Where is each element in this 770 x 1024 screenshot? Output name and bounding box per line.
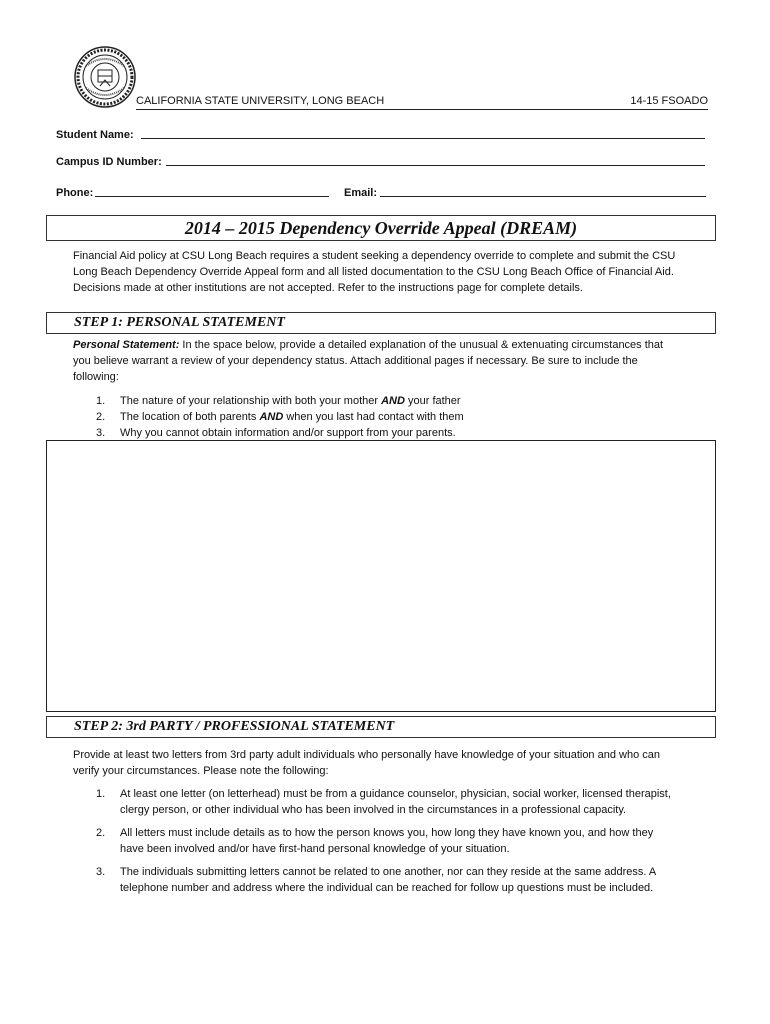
list-number: 1. [96, 395, 106, 407]
student-name-label: Student Name: [56, 129, 134, 141]
step1-lead-line: following: [73, 371, 119, 383]
university-name: CALIFORNIA STATE UNIVERSITY, LONG BEACH [136, 95, 385, 107]
list-item: 3. The individuals submitting letters cannot be related to one another, nor can they reside at the same address. A telephone number and address where the individual can be reached for follow up questions must be included. [96, 866, 657, 894]
email-label: Email: [344, 187, 378, 199]
step1-list [96, 393, 696, 441]
list-item: 1. At least one letter (on letterhead) must be from a guidance counselor, physician, social worker, licensed therapist, clergy person, or other individual who has been involved in the circumstances in a professional capacity. [96, 788, 671, 816]
list-item: 3. Why you cannot obtain information and/or support from your parents. [96, 427, 456, 439]
step1-instructions [73, 337, 713, 385]
list-number: 3. [96, 866, 106, 878]
list-item: 1. The nature of your relationship with both your mother AND your father [96, 395, 461, 407]
form-code: 14-15 FSOADO [630, 95, 708, 107]
step1-lead-line: Personal Statement: In the space below, provide a detailed explanation of the unusual & extenuating circumstances that [73, 339, 664, 351]
step2-instructions [73, 747, 713, 779]
university-seal-logo [74, 46, 136, 108]
step2-list [96, 786, 716, 896]
list-number: 2. [96, 827, 106, 839]
list-number: 3. [96, 427, 106, 439]
intro-line: Financial Aid policy at CSU Long Beach requires a student seeking a dependency override to complete and submit the CSU [73, 250, 676, 262]
step2-heading-box [46, 716, 716, 738]
list-number: 2. [96, 411, 106, 423]
email-field[interactable] [380, 184, 706, 197]
intro-line: Decisions made at other institutions are not accepted. Refer to the instructions page for complete details. [73, 282, 583, 294]
list-number: 1. [96, 788, 106, 800]
intro-line: Long Beach Dependency Override Appeal form and all listed documentation to the CSU Long Beach Office of Financial Aid. [73, 266, 674, 278]
step2-heading: STEP 2: 3rd PARTY / PROFESSIONAL STATEMENT [74, 719, 395, 734]
step2-lead-line: Provide at least two letters from 3rd party adult individuals who personally have knowledge of your situation and who can [73, 749, 660, 761]
step2-lead-line: verify your circumstances. Please note the following: [73, 765, 329, 777]
personal-statement-textarea[interactable] [46, 440, 716, 712]
student-name-field[interactable] [141, 126, 705, 139]
form-title: 2014 – 2015 Dependency Override Appeal (DREAM) [46, 215, 716, 241]
campus-id-field[interactable] [166, 153, 705, 166]
phone-label: Phone: [56, 187, 94, 199]
phone-field[interactable] [95, 184, 329, 197]
step1-lead-line: you believe warrant a review of your dependency status. Attach additional pages if necessary. Be sure to include the [73, 355, 638, 367]
personal-statement-label: Personal Statement: [73, 339, 180, 351]
intro-paragraph [73, 248, 713, 296]
header-line [136, 93, 708, 110]
step1-heading: STEP 1: PERSONAL STATEMENT [74, 315, 285, 330]
step1-heading-box [46, 312, 716, 334]
campus-id-label: Campus ID Number: [56, 156, 162, 168]
list-item: 2. All letters must include details as to how the person knows you, how long they have known you, and how they have been involved and/or have first-hand personal knowledge of your situation. [96, 827, 654, 855]
list-item: 2. The location of both parents AND when you last had contact with them [96, 411, 464, 423]
